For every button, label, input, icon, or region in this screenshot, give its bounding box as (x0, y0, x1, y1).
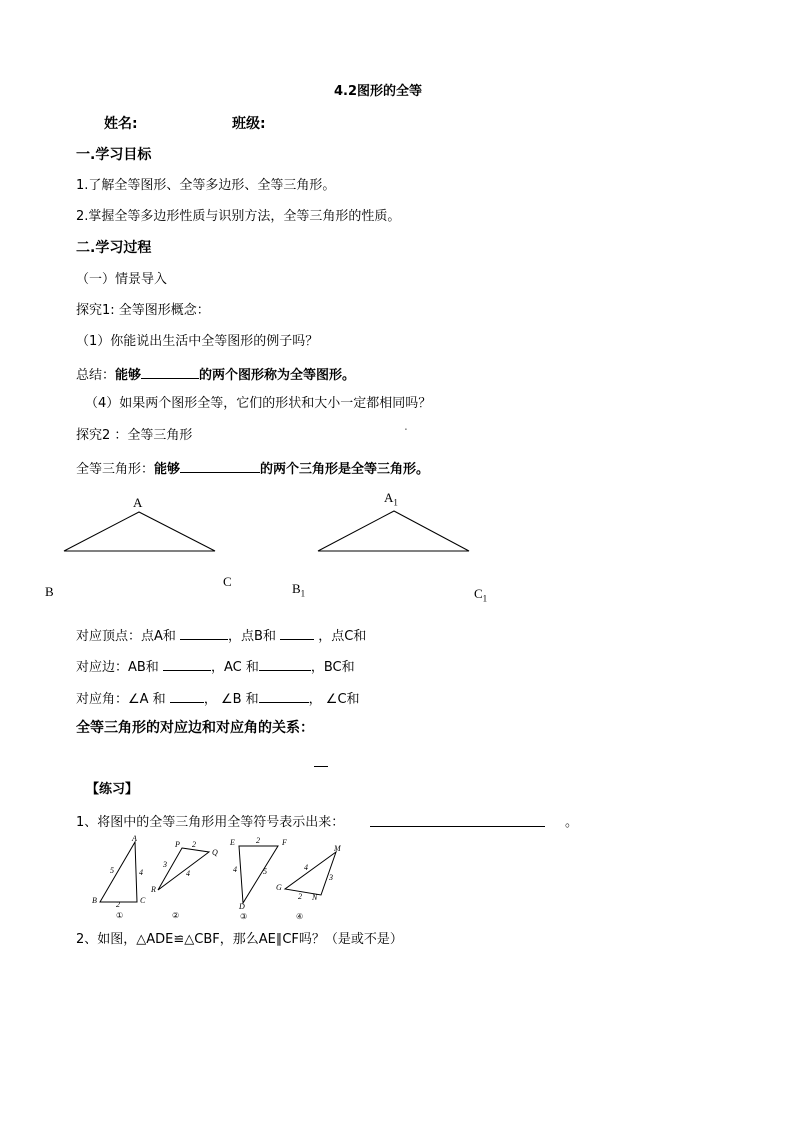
fig4-side-2: 2 (298, 892, 302, 901)
fig4-label-N: N (312, 893, 318, 902)
angle-b-blank[interactable] (259, 690, 309, 703)
corresponding-sides: 对应边：AB和 ，AC 和 ，BC和 (76, 660, 355, 675)
small-triangle-1 (100, 842, 137, 902)
explore-1: 探究1: 全等图形概念： (76, 303, 210, 318)
triangle-abc (64, 512, 215, 551)
side-ab-blank[interactable] (163, 658, 211, 671)
class-label: 班级: (232, 116, 266, 132)
page-title: 4.2图形的全等 (334, 84, 423, 99)
fig3-side-2: 2 (256, 836, 260, 845)
fig1-side-4: 4 (139, 868, 143, 877)
goal-1: 1.了解全等图形、全等多边形、全等三角形。 (76, 178, 336, 193)
triangle-bold-a: 能够 (154, 462, 181, 477)
relation-blank[interactable] (314, 766, 328, 767)
triangle-prefix: 全等三角形： (76, 462, 155, 477)
angle-a-blank[interactable] (170, 690, 204, 703)
fig1-label-B: B (92, 896, 97, 905)
label-B1: $B_1$ (292, 581, 306, 599)
fig4-number: ④ (296, 912, 304, 921)
small-triangle-2 (158, 848, 209, 890)
summary-prefix: 总结： (76, 368, 116, 383)
fig4-label-G: G (276, 883, 282, 892)
fig3-side-5: 5 (263, 867, 267, 876)
summary-line (76, 366, 355, 382)
subsection-intro: （一）情景导入 (76, 272, 168, 287)
section1-heading: 一.学习目标 (76, 147, 152, 163)
practice-2: 2、如图，△ADE≌△CBF，那么AE∥CF吗？（是或不是） (76, 932, 403, 947)
fig4-side-4: 4 (304, 863, 308, 872)
practice-1-end: 。 (565, 815, 579, 830)
goal-2: 2.掌握全等多边形性质与识别方法，全等三角形的性质。 (76, 209, 401, 224)
practice-1-blank[interactable] (370, 826, 545, 827)
practice-1: 1、将图中的全等三角形用全等符号表示出来： (76, 815, 345, 830)
label-C1: $C_1$ (474, 586, 488, 604)
side-ac-blank[interactable] (259, 658, 311, 671)
fig1-number: ① (116, 911, 124, 920)
summary-bold-b: 的两个图形称为全等图形。 (199, 368, 356, 383)
fig2-side-4: 4 (186, 869, 190, 878)
triangle-blank[interactable] (180, 460, 260, 473)
fig4-label-M: M (334, 844, 341, 853)
label-B: B (45, 584, 54, 599)
triangle-definition (76, 460, 429, 476)
corresponding-vertices: 对应顶点：点A和 ，点B和 ，点C和 (76, 629, 367, 644)
triangle-a1b1c1 (318, 511, 469, 551)
label-A1: $A_1$ (384, 490, 398, 508)
fig1-label-C: C (140, 896, 146, 905)
explore-2: 探究2 ：全等三角形 (76, 428, 193, 443)
vertex-b-blank[interactable] (280, 627, 314, 640)
fig2-number: ② (172, 911, 180, 920)
fig2-side-3: 3 (163, 860, 167, 869)
fig2-side-2: 2 (192, 840, 196, 849)
fig1-side-5: 5 (110, 866, 114, 875)
summary-bold-a: 能够 (115, 368, 142, 383)
question-1: （1）你能说出生活中全等图形的例子吗？ (76, 334, 319, 349)
fig2-label-Q: Q (212, 848, 218, 857)
fig1-side-2: 2 (116, 900, 120, 909)
fig2-label-R: R (151, 885, 156, 894)
section2-heading: 二.学习过程 (76, 240, 152, 256)
fig3-label-E: E (230, 838, 235, 847)
label-A: A (133, 495, 143, 510)
triangle-bold-b: 的两个三角形是全等三角形。 (260, 462, 430, 477)
label-C: C (223, 574, 232, 589)
summary-blank[interactable] (141, 366, 199, 379)
fig3-label-D: D (239, 902, 245, 911)
fig1-label-A: A (132, 834, 137, 843)
practice-heading: 【练习】 (86, 782, 139, 797)
vertex-a-blank[interactable] (180, 627, 228, 640)
relation-heading: 全等三角形的对应边和对应角的关系： (76, 720, 314, 736)
fig3-label-F: F (282, 838, 287, 847)
corresponding-angles: 对应角：∠A 和 ， ∠B 和 ， ∠C和 (76, 692, 360, 707)
fig4-side-3: 3 (329, 873, 333, 882)
fig3-side-4: 4 (233, 865, 237, 874)
name-label: 姓名: (104, 116, 138, 132)
fig3-number: ③ (240, 912, 248, 921)
small-triangle-3 (239, 846, 278, 903)
fig2-label-P: P (175, 840, 180, 849)
stray-dot: . (404, 419, 408, 433)
question-4: （4）如果两个图形全等，它们的形状和大小一定都相同吗？ (85, 396, 432, 411)
